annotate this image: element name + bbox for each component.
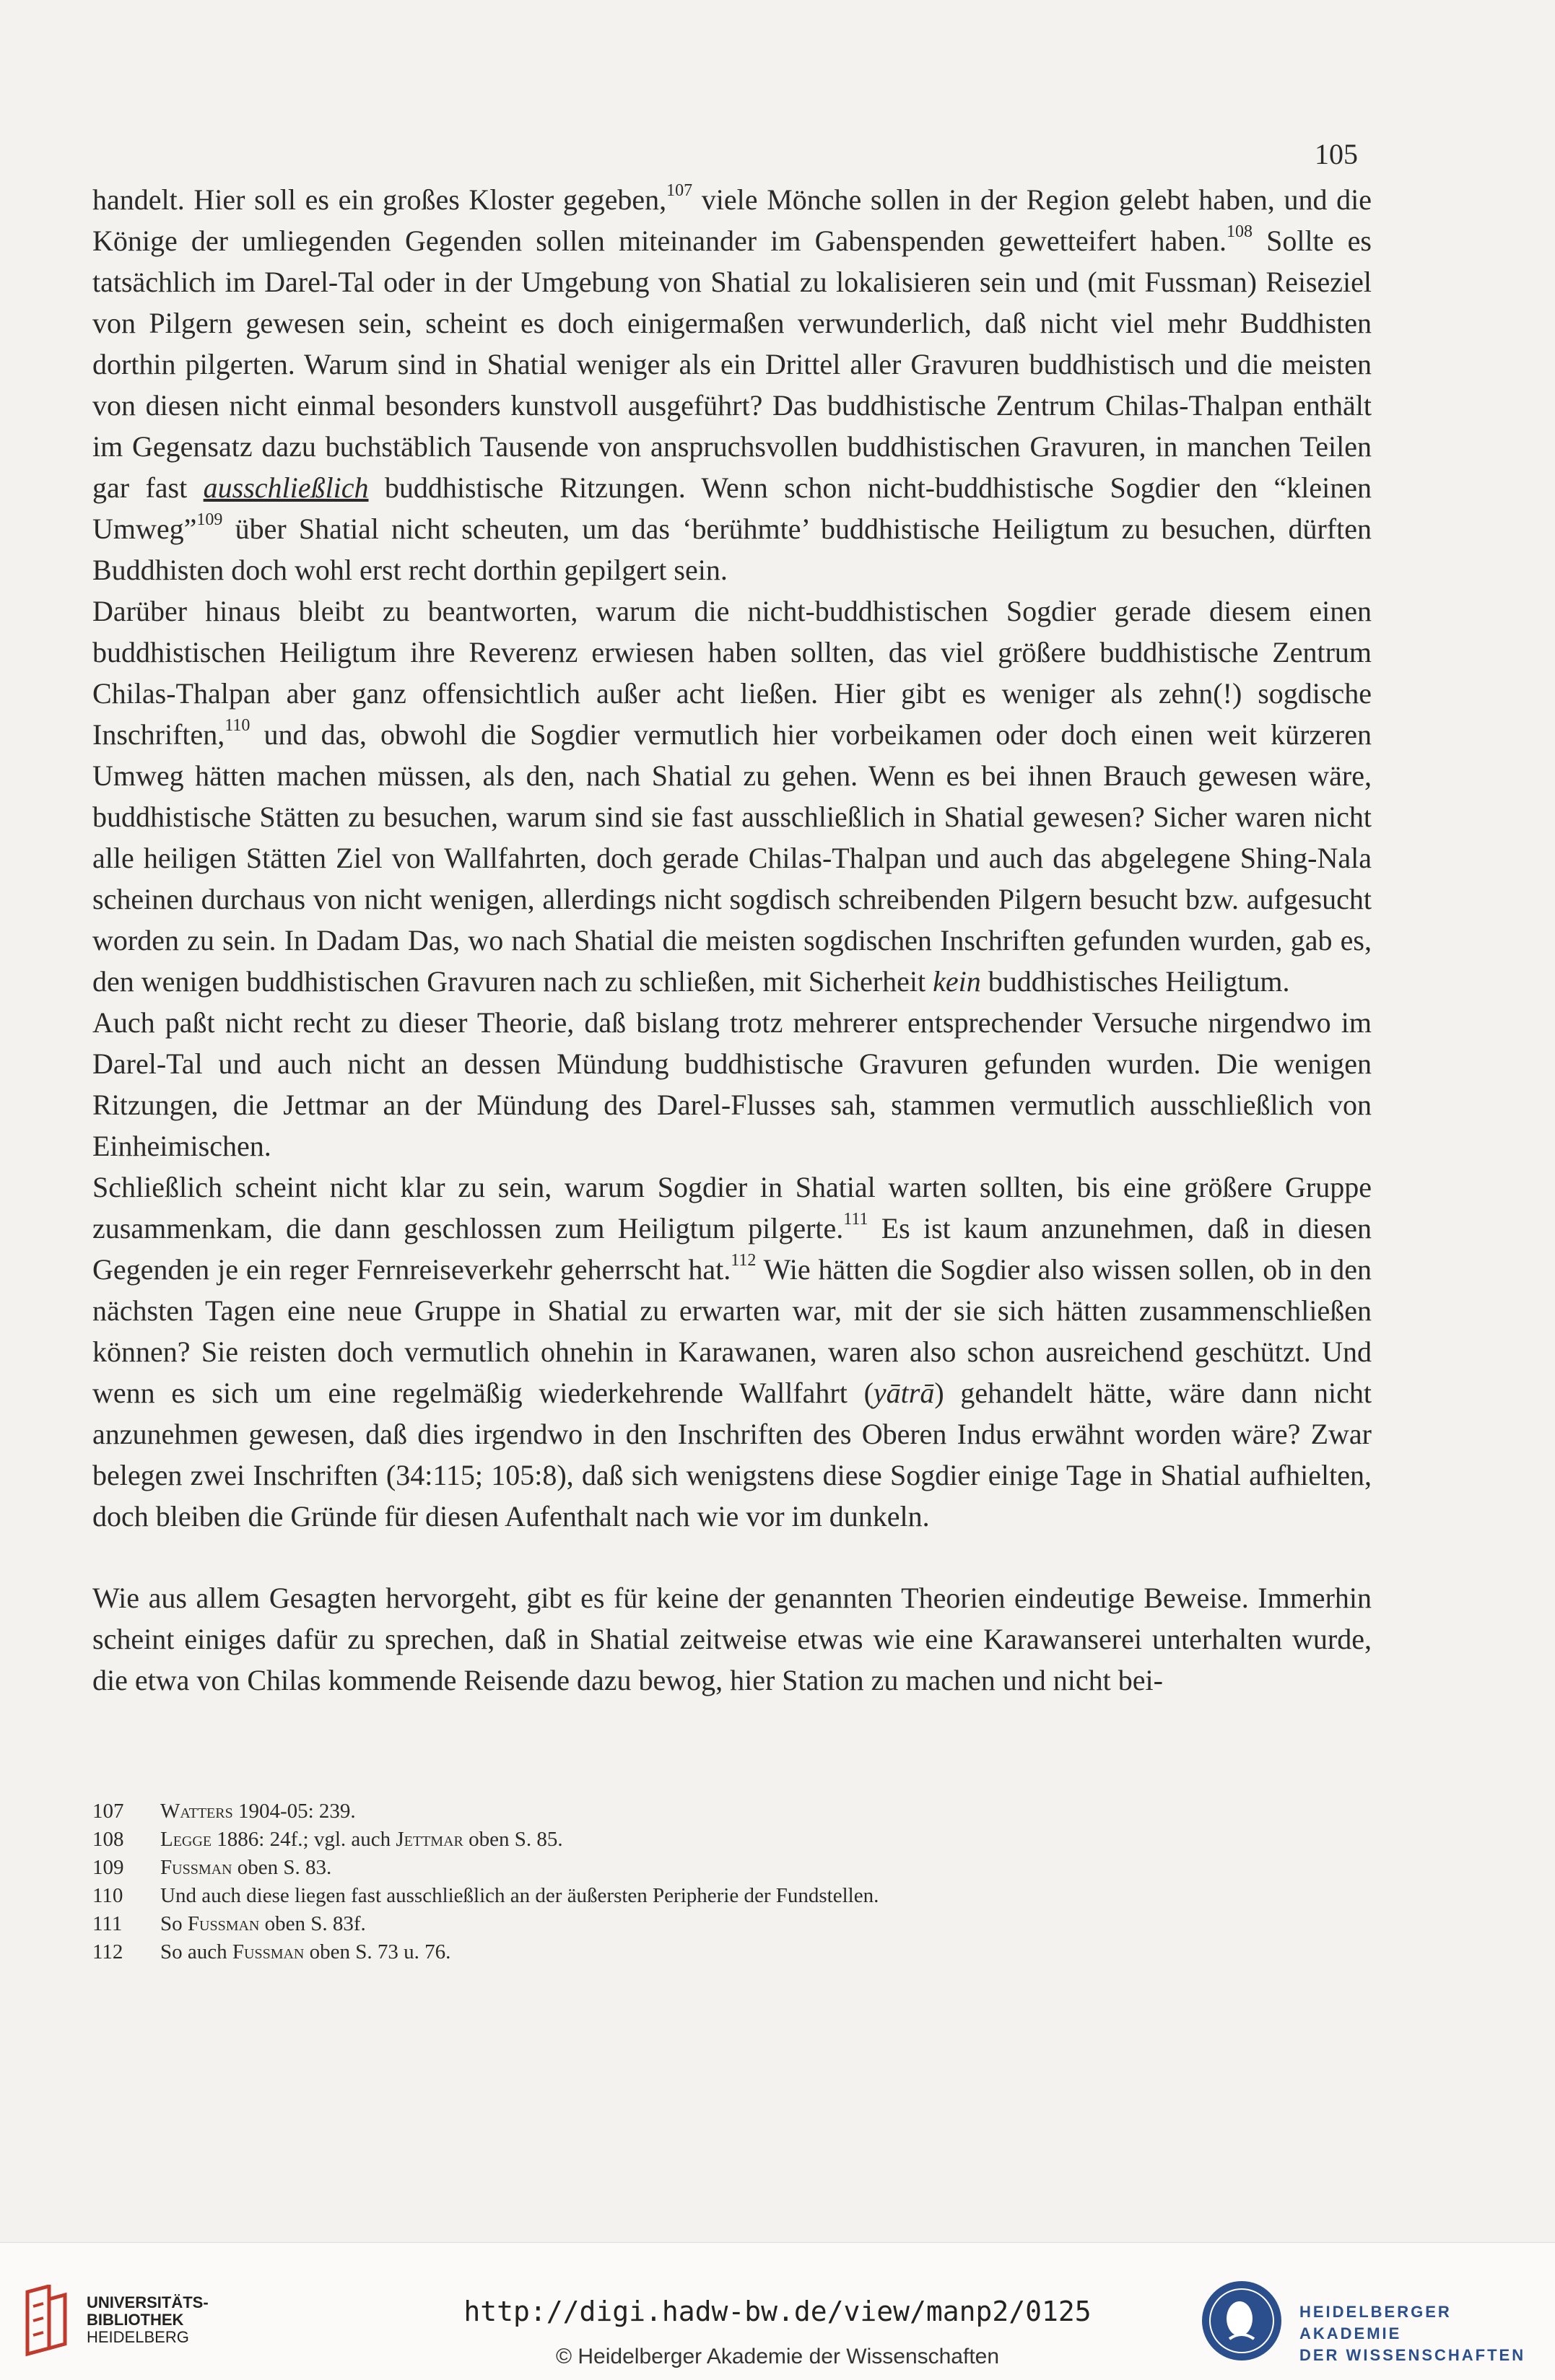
- italic-text: yātrā: [873, 1377, 935, 1409]
- footnotes: [92, 1797, 1175, 1966]
- text-run: Darüber hinaus bleibt zu beantworten, warum die nicht-buddhistischen Sogdier gerade diesem einen buddhistischen Heiligtum ihre Reverenz erwiesen haben sollten, das viel größere buddhistische Zentrum Chilas-Thalpan aber ganz offensichtlich außer acht ließen. Hier gibt es weniger als zehn(!) sogdische Inschriften,: [92, 595, 1372, 751]
- paragraph: [92, 590, 1372, 1002]
- text-run: buddhistische Ritzungen. Wenn schon nicht-buddhistische Sogdier den “kleinen Umweg”: [92, 471, 1372, 545]
- paragraph: [92, 1002, 1372, 1167]
- main-text: [92, 179, 1372, 1701]
- page-number: 105: [1315, 138, 1358, 170]
- text-run: handelt. Hier soll es ein großes Kloster gegeben,: [92, 183, 667, 216]
- text-run: oben S. 85.: [463, 1828, 563, 1851]
- footnote-number: 108: [92, 1828, 124, 1851]
- author-name: Watters: [160, 1800, 233, 1823]
- text-run: oben S. 73 u. 76.: [304, 1940, 451, 1963]
- library-line-3: HEIDELBERG: [87, 2328, 189, 2346]
- footnote-text: [160, 1910, 366, 1938]
- footnote-ref: 111: [843, 1209, 868, 1229]
- author-name: Jettmar: [396, 1828, 463, 1851]
- footnote: [92, 1882, 1175, 1910]
- library-line-1: UNIVERSITÄTS-: [87, 2293, 209, 2311]
- text-run: buddhistisches Heiligtum.: [980, 965, 1290, 998]
- footnote-text: [160, 1882, 879, 1910]
- text-run: und das, obwohl die Sogdier vermutlich hier vorbeikamen oder doch einen weit kürzeren Umweg hätten machen müssen, als den, nach Shatial zu gehen. Wenn es bei ihnen Brauch gewesen wäre, buddhistische Stätten zu besuchen, warum sind sie fast ausschließlich in Shatial gewesen? Sicher waren nicht alle heiligen Stätten Ziel von Wallfahrten, doch gerade Chilas-Thalpan und auch das abgelegene Shing-Nala scheinen durchaus von nicht wenigen, allerdings nicht sogdisch schreibenden Pilgern besucht bzw. aufgesucht worden zu sein. In Dadam Das, wo nach Shatial die meisten sogdischen Inschriften gefunden wurden, gab es, den wenigen buddhistischen Gravuren nach zu schließen, mit Sicherheit: [92, 718, 1372, 998]
- text-run: oben S. 83.: [232, 1856, 332, 1879]
- author-name: Legge: [160, 1828, 212, 1851]
- text-run: Schließlich scheint nicht klar zu sein, warum Sogdier in Shatial warten sollten, bis eine größere Gruppe zusammenkam, die dann geschlossen zum Heiligtum pilgerte.: [92, 1171, 1372, 1245]
- footnote-ref: 110: [225, 715, 251, 735]
- footnote-ref: 112: [731, 1250, 757, 1270]
- text-run: über Shatial nicht scheuten, um das ‘berühmte’ buddhistische Heiligtum zu besuchen, dürften Buddhisten doch wohl erst recht dorthin gepilgert sein.: [92, 513, 1372, 586]
- text-run: Auch paßt nicht recht zu dieser Theorie, daß bislang trotz mehrerer entsprechender Versuche nirgendwo im Darel-Tal und auch nicht an dessen Mündung buddhistische Gravuren gefunden wurden. Die wenigen Ritzungen, die Jettmar an der Mündung des Darel-Flusses sah, stammen vermutlich ausschließlich von Einheimischen.: [92, 1006, 1372, 1162]
- footnote: [92, 1826, 1175, 1854]
- emphasis-text: ausschließlich: [203, 471, 369, 504]
- text-run: viele Mönche sollen in der Region gelebt haben, und die Könige der umliegenden Gegenden sollen miteinander im Gabenspenden gewetteifert haben.: [92, 183, 1372, 257]
- author-name: Fussman: [232, 1940, 305, 1963]
- footnote-text: [160, 1854, 331, 1882]
- text-run: Wie aus allem Gesagten hervorgeht, gibt es für keine der genannten Theorien eindeutige Beweise. Immerhin scheint einiges dafür zu sprechen, daß in Shatial zeitweise etwas wie eine Karawanserei unterhalten wurde, die etwa von Chilas kommende Reisende dazu bewog, hier Station zu machen und nicht bei-: [92, 1582, 1372, 1696]
- academy-line-1: HEIDELBERGER AKADEMIE: [1299, 2303, 1452, 2342]
- text-run: So auch: [160, 1940, 232, 1963]
- page-url-link[interactable]: http://digi.hadw-bw.de/view/manp2/0125: [463, 2296, 1092, 2327]
- footnote-text: [160, 1938, 450, 1966]
- footnote-text: [160, 1797, 356, 1826]
- footnote-number: 111: [92, 1912, 123, 1935]
- footnote-text: [160, 1826, 563, 1854]
- academy-name: [1299, 2301, 1555, 2366]
- footnote-number: 107: [92, 1800, 124, 1823]
- text-run: So: [160, 1912, 188, 1935]
- text-run: oben S. 83f.: [259, 1912, 366, 1935]
- footnote: [92, 1910, 1175, 1938]
- library-line-2: BIBLIOTHEK: [87, 2311, 184, 2329]
- text-run: Es ist kaum anzunehmen, daß in diesen Gegenden je ein reger Fernreiseverkehr geherrscht hat.: [92, 1212, 1372, 1286]
- footnote-number: 110: [92, 1884, 123, 1907]
- text-run: 1886: 24f.; vgl. auch: [212, 1828, 396, 1851]
- text-run: Wie hätten die Sogdier also wissen sollen, ob in den nächsten Tagen eine neue Gruppe in Shatial zu erwarten war, mit der sie sich hätten zusammenschließen können? Sie reisten doch vermutlich ohnehin in Karawanen, waren also schon ausreichend geschützt. Und wenn es sich um eine regelmäßig wiederkehrende Wallfahrt (: [92, 1253, 1372, 1409]
- author-name: Fussman: [160, 1856, 232, 1879]
- copyright-notice: © Heidelberger Akademie der Wissenschaften: [555, 2345, 1000, 2368]
- text-run: 1904-05: 239.: [232, 1800, 356, 1823]
- footnote: [92, 1854, 1175, 1882]
- text-run: ) gehandelt hätte, wäre dann nicht anzunehmen gewesen, daß dies irgendwo in den Inschriften des Oberen Indus erwähnt worden wäre? Zwar belegen zwei Inschriften (34:115; 105:8), daß sich wenigstens diese Sogdier einige Tage in Shatial aufhielten, doch bleiben die Gründe für diesen Aufenthalt nach wie vor im dunkeln.: [92, 1377, 1372, 1533]
- text-run: Sollte es tatsächlich im Darel-Tal oder in der Umgebung von Shatial zu lokalisieren sein und (mit Fussman) Reiseziel von Pilgern gewesen sein, scheint es doch einigermaßen verwunderlich, daß nicht viel mehr Buddhisten dorthin pilgerten. Warum sind in Shatial weniger als ein Drittel aller Gravuren buddhistisch und die meisten von diesen nicht einmal besonders kunstvoll ausgeführt? Das buddhistische Zentrum Chilas-Thalpan enthält im Gegensatz dazu buchstäblich Tausende von anspruchsvollen buddhistischen Gravuren, in manchen Teilen gar fast: [92, 225, 1372, 504]
- footnote-ref: 109: [196, 510, 223, 529]
- paragraph: [92, 1167, 1372, 1537]
- paragraph: [92, 179, 1372, 590]
- academy-line-2: DER WISSENSCHAFTEN: [1299, 2346, 1526, 2364]
- author-name: Fussman: [187, 1912, 260, 1935]
- footnote-ref: 107: [666, 180, 693, 200]
- footnote-ref: 108: [1226, 222, 1253, 241]
- footnote: [92, 1938, 1175, 1966]
- footnote-number: 109: [92, 1856, 124, 1879]
- footnote-number: 112: [92, 1940, 123, 1963]
- hadw-seal-logo-icon: [1202, 2281, 1281, 2361]
- text-run: Und auch diese liegen fast ausschließlich an der äußersten Peripherie der Fundstellen.: [160, 1884, 879, 1907]
- paragraph: [92, 1577, 1372, 1701]
- italic-text: kein: [933, 965, 981, 998]
- footnote: [92, 1797, 1175, 1826]
